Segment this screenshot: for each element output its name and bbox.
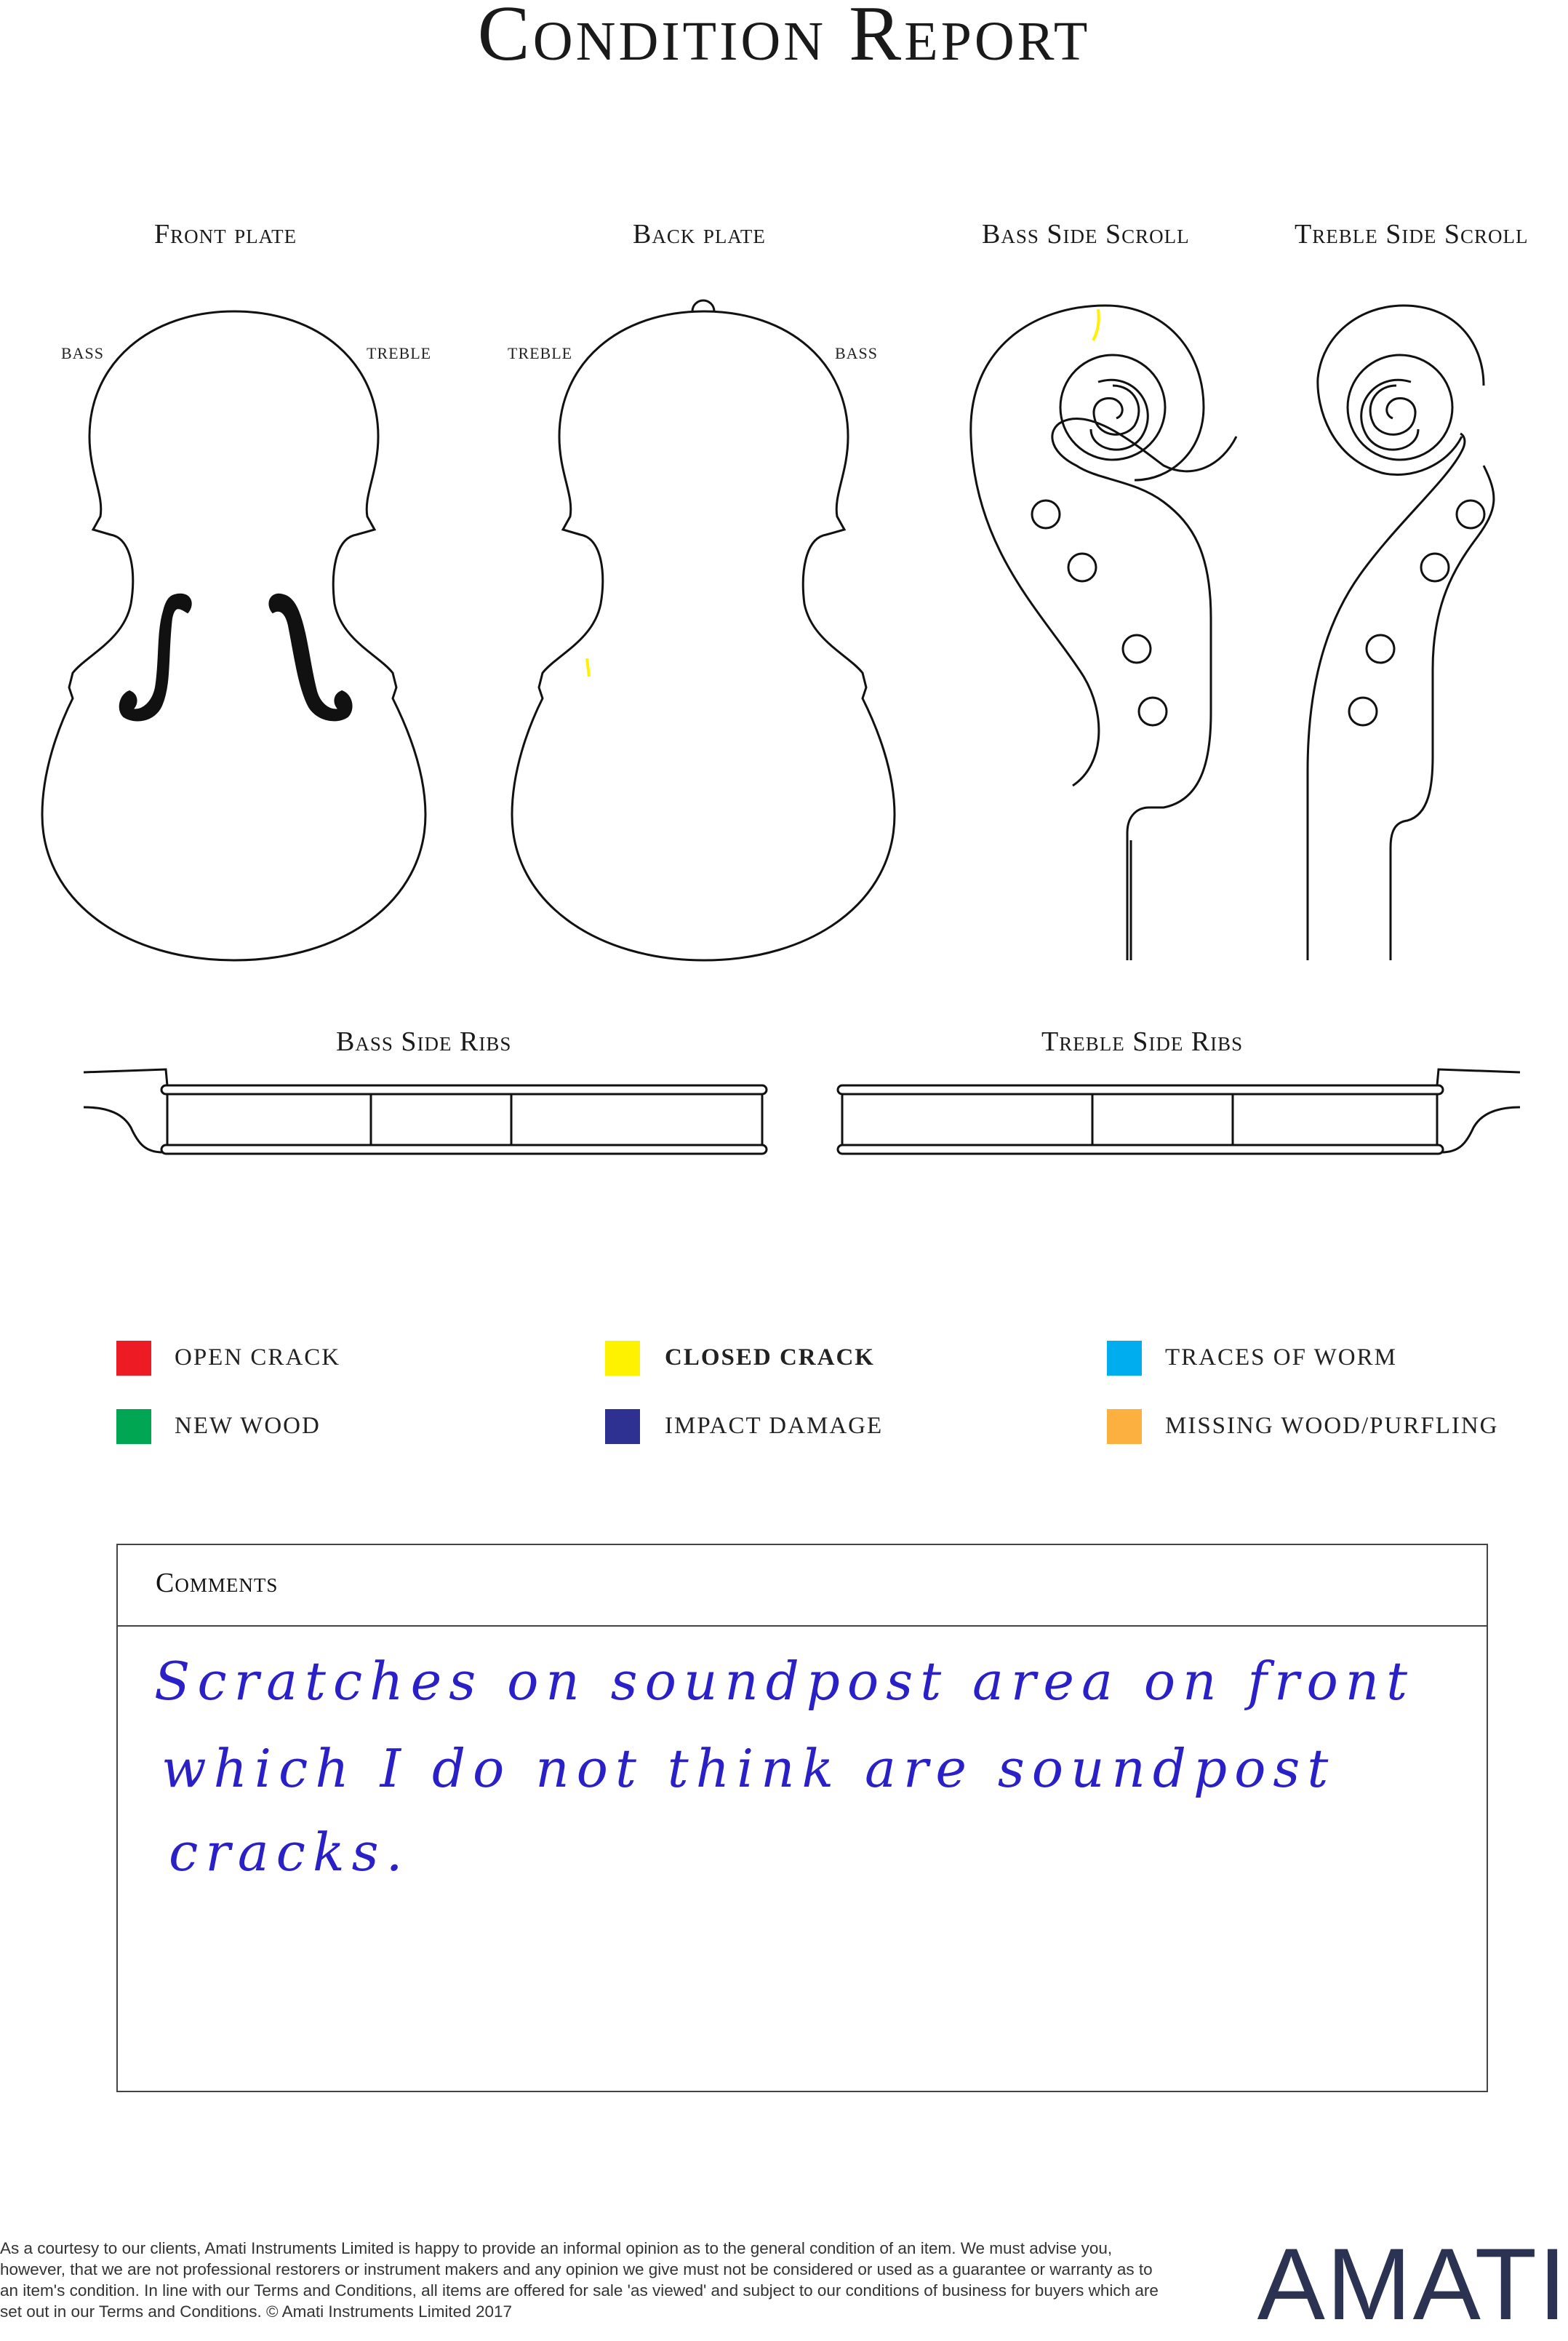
legend-label-impact-damage: IMPACT DAMAGE [665, 1413, 884, 1439]
back-plate-label: Back plate [633, 219, 766, 250]
f-hole-right [269, 594, 351, 721]
front-plate-label: Front plate [154, 219, 297, 250]
disclaimer-text: As a courtesy to our clients, Amati Instruments Limited is happy to provide an informal opinion as to the general condition of an item. We must advise you, however, that we are not professional restorers or instrument makers and any opinion we give must not be considered or used as a guarantee or warranty as to an item's condition. In line with our Terms and Conditions, all items are offered for sale 'as viewed' and subject to our conditions of business for buyers which are set out in our Terms and Conditions. © Amati Instruments Limited 2017 [0, 2239, 1159, 2321]
legend-swatch-impact-damage [605, 1409, 640, 1444]
legend-swatch-open-crack [116, 1341, 151, 1376]
comment-line-2: which I do not think are soundpost [161, 1738, 1336, 1799]
legend-swatch-new-wood [116, 1409, 151, 1444]
treble-side-ribs-label: Treble Side Ribs [1041, 1026, 1244, 1057]
back-plate-crack-mark [587, 658, 589, 677]
comment-line-1: Scratches on soundpost area on front [154, 1651, 1415, 1712]
back-treble-label: TREBLE [508, 344, 573, 362]
treble-side-scroll-label: Treble Side Scroll [1295, 219, 1529, 250]
back-plate-outline [512, 311, 895, 960]
scroll-crack-mark [1093, 309, 1099, 340]
page-title: Condition Report [477, 0, 1091, 77]
comments-header [118, 1545, 1487, 1627]
comment-line-3: cracks. [169, 1822, 410, 1883]
legend-label-closed-crack: CLOSED CRACK [665, 1344, 875, 1371]
legend-label-missing-wood-purfling: MISSING WOOD/PURFLING [1165, 1413, 1499, 1439]
legend-label-open-crack: OPEN CRACK [175, 1344, 341, 1371]
front-bass-label: BASS [61, 344, 105, 362]
amati-logo: AMATI [1257, 2227, 1568, 2341]
treble-side-ribs [838, 1069, 1520, 1154]
front-plate-outline [42, 311, 425, 960]
back-button [692, 300, 714, 311]
legend-swatch-missing-wood-purfling [1107, 1409, 1142, 1444]
comments-label: Comments [156, 1568, 279, 1598]
bass-side-scroll-label: Bass Side Scroll [982, 219, 1190, 250]
front-treble-label: TREBLE [367, 344, 432, 362]
bass-side-ribs-label: Bass Side Ribs [336, 1026, 512, 1057]
legend-swatch-closed-crack [605, 1341, 640, 1376]
comments-box [116, 1544, 1488, 2092]
bass-side-ribs [84, 1069, 767, 1154]
treble-side-scroll [1308, 306, 1494, 960]
bass-side-scroll [971, 306, 1236, 960]
legend-swatch-traces-of-worm [1107, 1341, 1142, 1376]
legend-label-traces-of-worm: TRACES OF WORM [1165, 1344, 1397, 1371]
f-hole-left [120, 594, 191, 721]
legend-label-new-wood: NEW WOOD [175, 1413, 321, 1439]
ribs-diagram [0, 1048, 1568, 1164]
back-bass-label: BASS [835, 344, 879, 362]
